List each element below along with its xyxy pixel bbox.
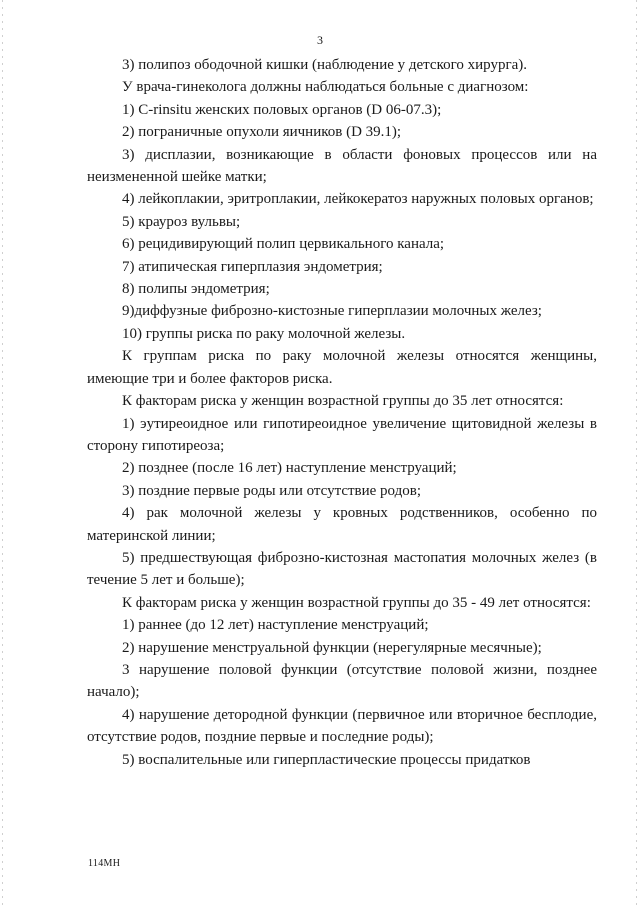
- document-body: [87, 54, 597, 771]
- list-item: 3) дисплазии, возникающие в области фоновых процессов или на неизмененной шейке матки;: [87, 146, 597, 186]
- list-item: 3) поздние первые роды или отсутствие родов;: [122, 482, 422, 499]
- list-item: 7) атипическая гиперплазия эндометрия;: [122, 258, 383, 275]
- list-item: 2) нарушение менструальной функции (нерегулярные месячные);: [122, 639, 542, 656]
- left-edge-mark: [2, 0, 3, 905]
- list-item: 8) полипы эндометрия;: [122, 281, 270, 298]
- footer-code: 114МН: [88, 858, 121, 869]
- list-item: 10) группы риска по раку молочной железы.: [122, 325, 406, 342]
- paragraph: К факторам риска у женщин возрастной группы до 35 - 49 лет относятся:: [122, 594, 591, 611]
- list-item: 1) эутиреоидное или гипотиреоидное увеличение щитовидной железы в сторону гипотиреоза;: [87, 415, 597, 454]
- page-number: 3: [317, 33, 323, 47]
- list-item: 5) крауроз вульвы;: [122, 213, 241, 230]
- list-item: 9)диффузные фиброзно-кистозные гиперплазии молочных желез;: [122, 303, 542, 320]
- paragraph: 3) полипоз ободочной кишки (наблюдение у детского хирурга).: [122, 57, 528, 73]
- list-item: 3 нарушение половой функции (отсутствие половой жизни, позднее начало);: [87, 661, 597, 701]
- list-item: 2) позднее (после 16 лет) наступление менструаций;: [122, 460, 457, 477]
- paragraph: У врача-гинеколога должны наблюдаться больные с диагнозом:: [122, 79, 529, 96]
- list-item: 5) предшествующая фиброзно-кистозная мастопатия молочных желез (в течение 5 лет и больше);: [87, 549, 597, 589]
- list-item: 1) C-rinsitu женских половых органов (D 06-07.3);: [122, 101, 442, 118]
- list-item: 6) рецидивирующий полип цервикального канала;: [122, 236, 445, 253]
- right-edge-mark: [636, 0, 637, 905]
- paragraph: К факторам риска у женщин возрастной группы до 35 лет относятся:: [122, 393, 564, 410]
- paragraph: К группам риска по раку молочной железы относятся женщины, имеющие три и более факторов риска.: [87, 348, 597, 387]
- list-item: 4) нарушение детородной функции (первичное или вторичное бесплодие, отсутствие родов, поздние первые и последние роды);: [87, 706, 597, 746]
- list-item: 5) воспалительные или гиперпластические процессы придатков: [122, 751, 531, 768]
- list-item: 2) пограничные опухоли яичников (D 39.1);: [122, 124, 402, 141]
- list-item: 4) рак молочной железы у кровных родственников, особенно по материнской линии;: [87, 505, 597, 544]
- list-item: 4) лейкоплакии, эритроплакии, лейкокератоз наружных половых органов;: [122, 191, 594, 208]
- list-item: 1) раннее (до 12 лет) наступление менструаций;: [122, 617, 429, 634]
